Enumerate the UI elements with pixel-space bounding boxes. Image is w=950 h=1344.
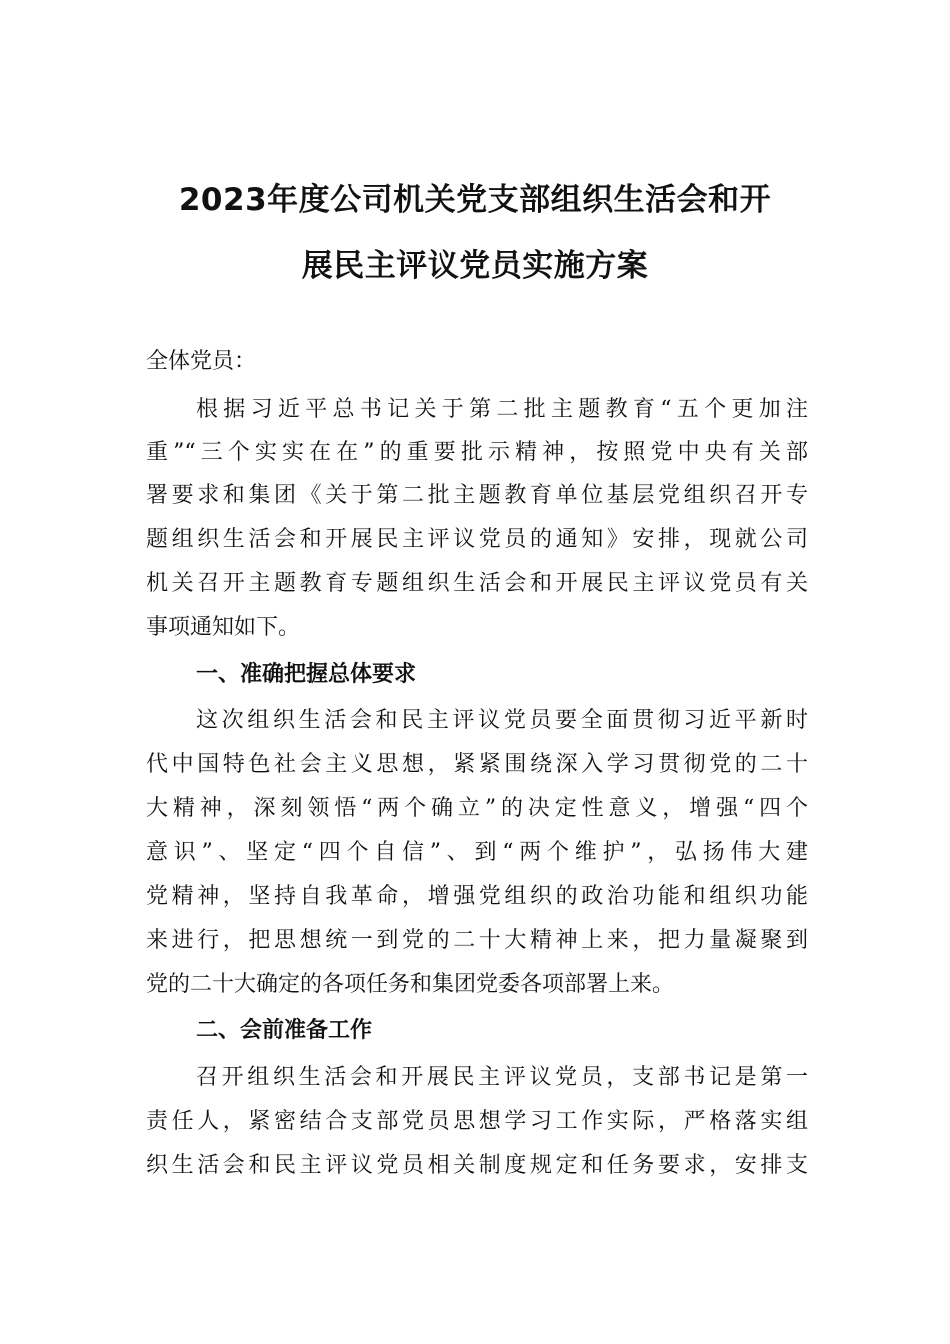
section1-line: 这次组织生活会和民主评议党员要全面贯彻习近平新时 xyxy=(196,708,808,733)
salutation: 全体党员： xyxy=(146,349,257,374)
section2-line: 责任人，紧密结合支部党员思想学习工作实际，严格落实组 xyxy=(146,1109,808,1134)
intro-line: 题组织生活会和开展民主评议党员的通知》安排，现就公司 xyxy=(146,527,808,552)
section2-line: 织生活会和民主评议党员相关制度规定和任务要求，安排支 xyxy=(146,1153,808,1178)
section1-line: 代中国特色社会主义思想，紧紧围绕深入学习贯彻党的二十 xyxy=(146,752,808,777)
intro-line: 署要求和集团《关于第二批主题教育单位基层党组织召开专 xyxy=(146,483,808,508)
document-title-line-2: 展民主评议党员实施方案 xyxy=(301,248,649,284)
intro-line: 重”“三个实实在在”的重要批示精神，按照党中央有关部 xyxy=(146,440,808,465)
section-heading-2: 二、会前准备工作 xyxy=(196,1018,373,1043)
section1-line: 来进行，把思想统一到党的二十大精神上来，把力量凝聚到 xyxy=(146,928,808,953)
section-heading-1: 一、准确把握总体要求 xyxy=(196,662,417,687)
document-title-line-1: 2023年度公司机关党支部组织生活会和开 xyxy=(178,182,772,218)
section2-line: 召开组织生活会和开展民主评议党员，支部书记是第一 xyxy=(196,1065,808,1090)
intro-line: 根据习近平总书记关于第二批主题教育“五个更加注 xyxy=(196,397,808,422)
section1-line: 党精神，坚持自我革命，增强党组织的政治功能和组织功能 xyxy=(146,884,808,909)
section1-line: 大精神，深刻领悟“两个确立”的决定性意义，增强“四个 xyxy=(146,796,808,821)
intro-line: 机关召开主题教育专题组织生活会和开展民主评议党员有关 xyxy=(146,571,808,596)
section1-line: 党的二十大确定的各项任务和集团党委各项部署上来。 xyxy=(146,972,675,997)
intro-line: 事项通知如下。 xyxy=(146,615,301,640)
section1-line: 意识”、坚定“四个自信”、到“两个维护”，弘扬伟大建 xyxy=(146,840,808,865)
